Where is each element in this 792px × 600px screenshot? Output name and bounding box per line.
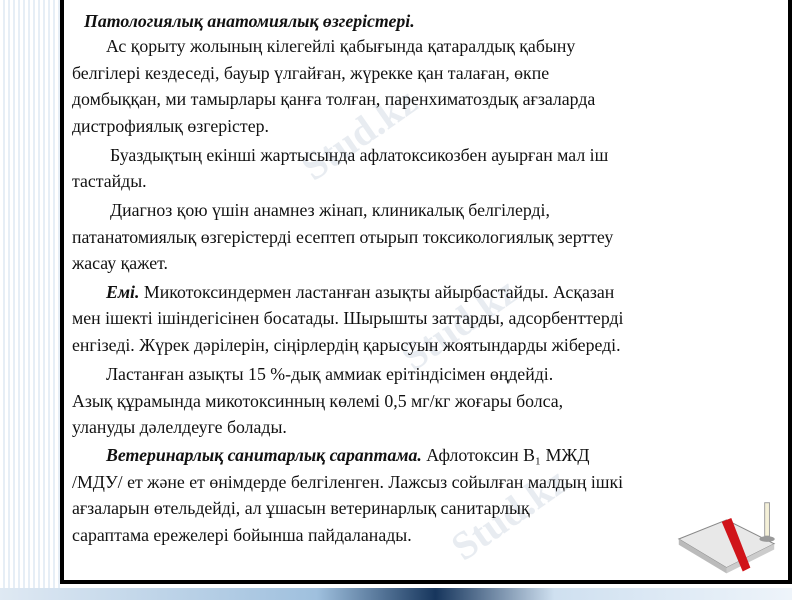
text-line — [72, 388, 563, 414]
left-decor-strip — [0, 0, 60, 600]
line-text: патанатомиялық өзгерістерді есептеп отырып токсикологиялық зерттеу — [72, 227, 614, 247]
text-line — [72, 60, 549, 86]
line-text: жасау қажет. — [72, 253, 168, 273]
line-text: тастайды. — [72, 171, 147, 191]
text-line — [106, 442, 589, 468]
line-text: Ластанған азықты 15 %-дық аммиак ерітіндісімен өңдейді. — [106, 364, 554, 384]
watermark: Stud.kz — [442, 457, 576, 570]
line-text: Буаздықтың екінші жартысында афлатоксикозбен ауырған мал іш — [110, 145, 609, 165]
line-text: домбыққан, ми тамырлары қанға толған, паренхиматоздық ағзаларда — [72, 89, 596, 109]
text-line — [72, 224, 613, 250]
line-text: сараптама ережелері бойынша пайдаланады. — [72, 525, 412, 545]
slide-title: Патологиялық анатомиялық өзгерістері. — [84, 11, 415, 31]
line-text: Диагноз қою үшін анамнез жінап, клиникалық белгілерді, — [110, 200, 550, 220]
bottom-decor-strip — [0, 588, 792, 600]
book-candle-icon — [674, 500, 779, 578]
text-line — [72, 495, 530, 521]
paragraph-lead: Ветеринарлық санитарлық сараптама. — [106, 445, 422, 465]
line-text: улануды дәлелдеуге болады. — [72, 417, 287, 437]
text-line — [72, 469, 623, 495]
line-text: /МДУ/ ет және ет өнімдерде белгіленген. Лажсыз сойылған малдың ішкі — [72, 472, 624, 492]
line-text: Микотоксиндермен ластанған азықты айырбастайды. Асқазан — [139, 282, 615, 302]
text-line — [72, 250, 168, 276]
watermark: Stud.kz — [392, 267, 526, 380]
watermark: Stud.kz — [292, 77, 426, 190]
line-text: дистрофиялық өзгерістер. — [72, 116, 269, 136]
text-line — [106, 361, 553, 387]
text-line — [72, 168, 147, 194]
line-text: мен ішекті ішіндегісінен босатады. Шырышты заттарды, адсорбенттерді — [72, 308, 624, 328]
slide-content — [60, 0, 792, 584]
line-text: Ас қорыту жолының кілегейлі қабығында қатаралдық қабыну — [106, 36, 576, 56]
line-text: Афлотоксин В₁ МЖД — [421, 445, 590, 465]
text-line — [72, 113, 269, 139]
text-line — [110, 142, 608, 168]
paragraph-lead: Емі. — [106, 282, 140, 302]
line-text: Азық құрамында микотоксинның көлемі 0,5 мг/кг жоғары болса, — [72, 391, 564, 411]
text-line — [72, 332, 621, 358]
text-line — [72, 86, 595, 112]
text-line — [106, 33, 575, 59]
text-line — [72, 414, 287, 440]
text-line — [72, 522, 412, 548]
line-text: енгізеді. Жүрек дәрілерін, сіңірлердің қарысуын жоятындарды жібереді. — [72, 335, 621, 355]
text-line — [106, 279, 614, 305]
line-text: ағзаларын өтельдейді, ал ұшасын ветеринарлық санитарлық — [72, 498, 530, 518]
line-text: белгілері кездеседі, бауыр үлгайған, жүрекке қан талаған, өкпе — [72, 63, 550, 83]
text-line — [110, 197, 550, 223]
text-line — [72, 305, 623, 331]
